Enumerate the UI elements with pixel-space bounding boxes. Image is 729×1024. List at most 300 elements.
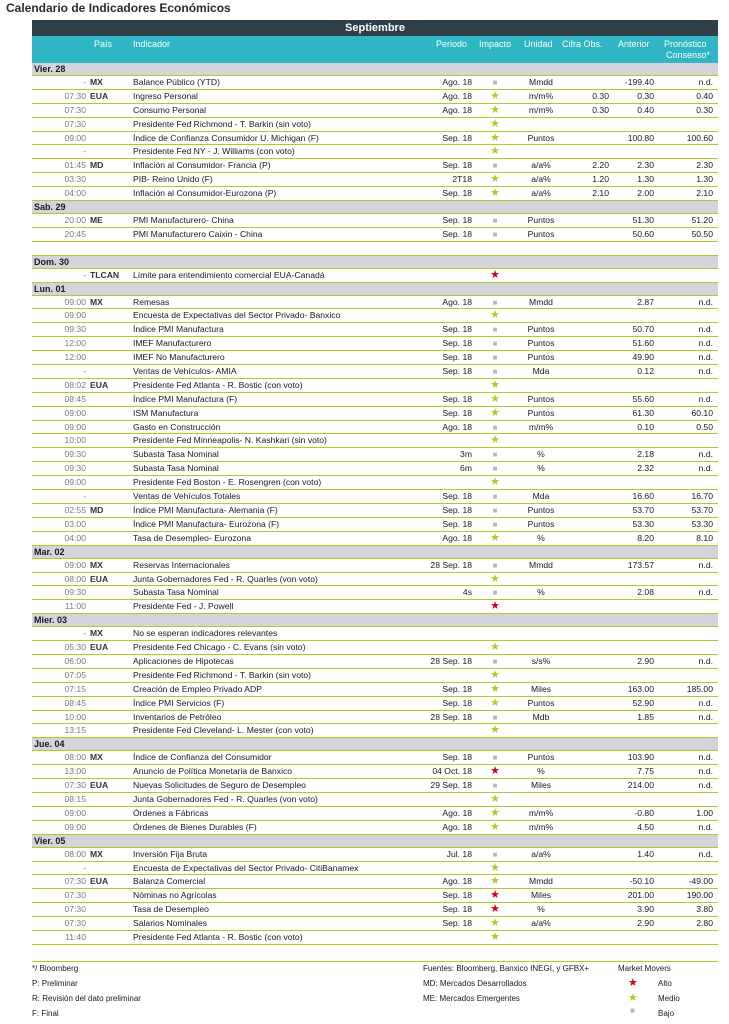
table-row bbox=[32, 532, 718, 546]
unit-cell: a/a% bbox=[531, 174, 551, 185]
table-row bbox=[32, 365, 718, 379]
square-gray-icon: ■ bbox=[492, 367, 498, 377]
time-cell: - bbox=[83, 366, 86, 377]
indicator-cell: Anuncio de Política Monetaria de Banxico bbox=[133, 766, 293, 777]
unit-cell: Puntos bbox=[527, 338, 555, 349]
period-cell: Ago. 18 bbox=[442, 421, 472, 432]
indicator-cell: Órdenes de Bienes Durables (F) bbox=[133, 821, 257, 832]
time-cell: 09:30 bbox=[64, 324, 86, 335]
market-movers-title: Market Movers bbox=[618, 964, 671, 973]
consensus-cell: n.d. bbox=[698, 77, 713, 87]
table-row bbox=[32, 889, 718, 903]
time-cell: - bbox=[83, 77, 86, 87]
star-green-icon: ★ bbox=[490, 187, 500, 200]
period-cell: Sep. 18 bbox=[442, 890, 472, 901]
day-header: Jue. 04 bbox=[32, 738, 718, 751]
indicator-cell: Tasa de Desempleo- Eurozona bbox=[133, 532, 251, 543]
time-cell: - bbox=[83, 146, 86, 157]
table-row bbox=[32, 421, 718, 435]
square-gray-icon: ■ bbox=[630, 1006, 635, 1015]
consensus-cell: 185.00 bbox=[686, 683, 713, 694]
table-row bbox=[32, 214, 718, 228]
unit-cell: Puntos bbox=[527, 752, 555, 763]
period-cell: Sep. 18 bbox=[442, 407, 472, 418]
time-cell: - bbox=[83, 862, 86, 873]
unit-cell: m/m% bbox=[528, 104, 554, 115]
time-cell: 03:00 bbox=[64, 518, 86, 529]
unit-cell: Mdb bbox=[532, 711, 550, 722]
square-gray-icon: ■ bbox=[492, 492, 498, 502]
star-red-icon: ★ bbox=[628, 977, 638, 989]
time-cell: 10:00 bbox=[64, 711, 86, 722]
indicator-cell: Inversión Fija Bruta bbox=[133, 848, 208, 859]
period-cell: Ago. 18 bbox=[442, 90, 472, 101]
consensus-cell: n.d. bbox=[698, 780, 713, 791]
table-row bbox=[32, 724, 718, 738]
consensus-cell: n.d. bbox=[698, 393, 713, 404]
indicator-cell: Presidente Fed Minneapolis- N. Kashkari (sin voto) bbox=[133, 435, 327, 446]
previous-cell: 2.18 bbox=[637, 449, 654, 460]
square-gray-icon: ■ bbox=[492, 353, 498, 363]
time-cell: 03:30 bbox=[64, 174, 86, 185]
previous-cell: 53.70 bbox=[632, 504, 654, 515]
previous-cell: -0.80 bbox=[634, 807, 654, 818]
unit-cell: Puntos bbox=[527, 518, 555, 529]
previous-cell: 51.60 bbox=[632, 338, 654, 349]
indicator-cell: Subasta Tasa Nominal bbox=[133, 587, 219, 598]
time-cell: 11:40 bbox=[65, 931, 86, 942]
consensus-cell: n.d. bbox=[698, 366, 713, 377]
previous-cell: 51.30 bbox=[632, 215, 654, 226]
table-row bbox=[32, 90, 718, 104]
indicator-cell: Junta Gobernadores Fed - R. Quarles (von voto) bbox=[133, 573, 318, 584]
country-cell: EUA bbox=[90, 90, 109, 101]
consensus-cell: 0.30 bbox=[696, 104, 713, 115]
star-green-icon: ★ bbox=[490, 378, 500, 391]
table-row bbox=[32, 848, 718, 862]
table-row bbox=[32, 862, 718, 876]
previous-cell: 103.90 bbox=[627, 752, 654, 763]
unit-cell: m/m% bbox=[528, 421, 554, 432]
previous-cell: 53.30 bbox=[632, 518, 654, 529]
consensus-cell: 53.70 bbox=[691, 504, 713, 515]
table-row bbox=[32, 296, 718, 310]
previous-cell: 163.00 bbox=[627, 683, 654, 694]
unit-cell: Mmdd bbox=[529, 559, 553, 570]
period-cell: Sep. 18 bbox=[442, 904, 472, 915]
time-cell: - bbox=[83, 628, 86, 639]
country-cell: TLCAN bbox=[90, 269, 120, 280]
consensus-cell: 50.50 bbox=[691, 228, 713, 239]
legend-medio: Medio bbox=[658, 994, 680, 1003]
time-cell: 09:00 bbox=[64, 407, 86, 418]
time-cell: 09:00 bbox=[64, 477, 86, 488]
calendar-table bbox=[32, 20, 718, 945]
indicator-cell: Encuesta de Expectativas del Sector Privado- Banxico bbox=[133, 310, 341, 321]
indicator-cell: Índice PMI Manufactura- Alemania (F) bbox=[133, 504, 278, 515]
table-row bbox=[32, 573, 718, 587]
time-cell: 07:30 bbox=[64, 918, 86, 929]
star-green-icon: ★ bbox=[490, 724, 500, 737]
star-green-icon: ★ bbox=[490, 806, 500, 819]
previous-cell: 55.60 bbox=[632, 393, 654, 404]
previous-cell: 173.57 bbox=[627, 559, 654, 570]
indicator-cell: Presidente Fed Richmond - T. Barkin (sin voto) bbox=[133, 669, 311, 680]
indicator-cell: Aplicaciones de Hipotecas bbox=[133, 655, 234, 666]
period-cell: Sep. 18 bbox=[442, 697, 472, 708]
star-green-icon: ★ bbox=[490, 641, 500, 654]
indicator-cell: PMI Manufacturero Caixin - China bbox=[133, 228, 263, 239]
period-cell: Sep. 18 bbox=[442, 366, 472, 377]
country-cell: EUA bbox=[90, 379, 109, 390]
square-gray-icon: ■ bbox=[492, 464, 498, 474]
page-title: Calendario de Indicadores Económicos bbox=[6, 1, 231, 15]
table-row bbox=[32, 490, 718, 504]
indicator-cell: Ingreso Personal bbox=[133, 90, 198, 101]
indicator-cell: Subasta Tasa Nominal bbox=[133, 463, 219, 474]
footer bbox=[32, 964, 718, 1022]
star-red-icon: ★ bbox=[490, 889, 500, 902]
footer-rule bbox=[32, 961, 718, 962]
country-cell: EUA bbox=[90, 642, 109, 653]
country-cell: MX bbox=[90, 77, 103, 87]
table-row bbox=[32, 821, 718, 835]
indicator-cell: Órdenes a Fábricas bbox=[133, 807, 209, 818]
star-green-icon: ★ bbox=[490, 89, 500, 102]
time-cell: 10:00 bbox=[64, 435, 86, 446]
period-cell: 3m bbox=[460, 449, 472, 460]
time-cell: 02:55 bbox=[64, 504, 86, 515]
time-cell: 07:30 bbox=[64, 118, 86, 129]
period-cell: 28 Sep. 18 bbox=[430, 711, 472, 722]
period-cell: Ago. 18 bbox=[442, 104, 472, 115]
table-row bbox=[32, 434, 718, 448]
note-preliminar: P: Preliminar bbox=[32, 979, 78, 988]
time-cell: 08:15 bbox=[64, 793, 86, 804]
country-cell: MX bbox=[90, 559, 103, 570]
indicator-cell: Ventas de Vehículos- AMIA bbox=[133, 366, 237, 377]
indicator-cell: Tasa de Desempleo bbox=[133, 904, 209, 915]
unit-cell: % bbox=[537, 463, 545, 474]
indicator-cell: Índice PMI Servicios (F) bbox=[133, 697, 225, 708]
period-cell: Sep. 18 bbox=[442, 683, 472, 694]
time-cell: 12:00 bbox=[64, 352, 86, 363]
consensus-cell: n.d. bbox=[698, 587, 713, 598]
consensus-cell: n.d. bbox=[698, 352, 713, 363]
observed-cell: 2.10 bbox=[592, 188, 609, 199]
period-cell: Sep. 18 bbox=[442, 132, 472, 143]
star-green-icon: ★ bbox=[490, 572, 500, 585]
previous-cell: 1.40 bbox=[637, 848, 654, 859]
star-green-icon: ★ bbox=[490, 103, 500, 116]
consensus-cell: n.d. bbox=[698, 752, 713, 763]
unit-cell: Mda bbox=[532, 491, 550, 502]
unit-cell: Miles bbox=[530, 780, 552, 791]
sources: Fuentes: Bloomberg, Banxico INEGI, y GFBX+ bbox=[423, 964, 590, 973]
table-row bbox=[32, 627, 718, 641]
star-green-icon: ★ bbox=[490, 406, 500, 419]
unit-cell: % bbox=[537, 766, 545, 777]
indicator-cell: IMEF Manufacturero bbox=[133, 338, 212, 349]
consensus-cell: n.d. bbox=[698, 655, 713, 666]
consensus-cell: 1.00 bbox=[696, 807, 713, 818]
day-header: Dom. 30 bbox=[32, 256, 718, 269]
table-row bbox=[32, 145, 718, 159]
unit-cell: Puntos bbox=[527, 697, 555, 708]
indicator-cell: Límite para entendimiento comercial EUA-Canadá bbox=[133, 269, 325, 280]
square-gray-icon: ■ bbox=[492, 339, 498, 349]
unit-cell: Puntos bbox=[527, 228, 555, 239]
star-green-icon: ★ bbox=[490, 131, 500, 144]
unit-cell: Puntos bbox=[527, 393, 555, 404]
consensus-cell: n.d. bbox=[698, 697, 713, 708]
period-cell: Sep. 18 bbox=[442, 518, 472, 529]
consensus-cell: 190.00 bbox=[686, 890, 713, 901]
table-row bbox=[32, 242, 718, 256]
day-header: Vier. 05 bbox=[32, 835, 718, 848]
unit-cell: % bbox=[537, 587, 545, 598]
period-cell: 04 Oct. 18 bbox=[432, 766, 472, 777]
period-cell: 2T18 bbox=[452, 174, 472, 185]
unit-cell: a/a% bbox=[531, 160, 551, 171]
previous-cell: 2.90 bbox=[637, 918, 654, 929]
unit-cell: Mmdd bbox=[529, 876, 553, 887]
indicator-cell: Ventas de Vehículos Totales bbox=[133, 491, 241, 502]
previous-cell: 8.20 bbox=[637, 532, 654, 543]
time-cell: 07:30 bbox=[64, 90, 86, 101]
table-row bbox=[32, 393, 718, 407]
indicator-cell: Consumo Personal bbox=[133, 104, 207, 115]
table-row bbox=[32, 76, 718, 90]
star-green-icon: ★ bbox=[490, 309, 500, 322]
observed-cell: 0.30 bbox=[592, 104, 609, 115]
indicator-cell: Balance Público (YTD) bbox=[133, 77, 220, 87]
indicator-cell: Encuesta de Expectativas del Sector Privado- CitiBanamex bbox=[133, 862, 359, 873]
star-green-icon: ★ bbox=[490, 696, 500, 709]
consensus-cell: -49.00 bbox=[688, 876, 713, 887]
indicator-cell: Presidente Fed Richmond - T. Barkin (sin voto) bbox=[133, 118, 311, 129]
square-gray-icon: ■ bbox=[492, 505, 498, 515]
table-row bbox=[32, 118, 718, 132]
observed-cell: 0.30 bbox=[592, 90, 609, 101]
table-row bbox=[32, 448, 718, 462]
consensus-cell: n.d. bbox=[698, 449, 713, 460]
table-row bbox=[32, 669, 718, 683]
unit-cell: Puntos bbox=[527, 407, 555, 418]
period-cell: Sep. 18 bbox=[442, 352, 472, 363]
unit-cell: Puntos bbox=[527, 215, 555, 226]
table-row bbox=[32, 337, 718, 351]
indicator-cell: Índice de Confianza Consumidor U. Michigan (F) bbox=[133, 132, 319, 143]
unit-cell: s/s% bbox=[531, 655, 551, 666]
table-row bbox=[32, 159, 718, 173]
star-green-icon: ★ bbox=[490, 875, 500, 888]
country-cell: MD bbox=[90, 160, 104, 171]
period-cell: Sep. 18 bbox=[442, 752, 472, 763]
col-impacto: Impacto bbox=[479, 39, 512, 49]
previous-cell: -199.40 bbox=[624, 77, 654, 87]
indicator-cell: Nuevas Solicitudes de Seguro de Desempleo bbox=[133, 780, 306, 791]
consensus-cell: 2.10 bbox=[696, 188, 713, 199]
period-cell: Sep. 18 bbox=[442, 504, 472, 515]
previous-cell: 61.30 bbox=[632, 407, 654, 418]
table-row bbox=[32, 765, 718, 779]
previous-cell: -50.10 bbox=[629, 876, 654, 887]
previous-cell: 1.30 bbox=[637, 174, 654, 185]
note-revision: R: Revisión del dato preliminar bbox=[32, 994, 141, 1003]
col-unidad: Unidad bbox=[524, 39, 553, 49]
table-row bbox=[32, 903, 718, 917]
time-cell: 07:30 bbox=[64, 780, 86, 791]
day-header: Mar. 02 bbox=[32, 546, 718, 559]
indicator-cell: Creación de Empleo Privado ADP bbox=[133, 683, 262, 694]
table-row bbox=[32, 655, 718, 669]
day-header: Lun. 01 bbox=[32, 283, 718, 296]
indicator-cell: Presidente Fed Cleveland- L. Mester (con voto) bbox=[133, 725, 314, 736]
previous-cell: 2.30 bbox=[637, 160, 654, 171]
indicator-cell: Presidente Fed Boston - E. Rosengren (con voto) bbox=[133, 477, 322, 488]
previous-cell: 50.60 bbox=[632, 228, 654, 239]
previous-cell: 4.50 bbox=[637, 821, 654, 832]
square-gray-icon: ■ bbox=[492, 450, 498, 460]
time-cell: 11:00 bbox=[65, 601, 86, 612]
indicator-cell: Subasta Tasa Nominal bbox=[133, 449, 219, 460]
table-row bbox=[32, 559, 718, 573]
me-legend: ME: Mercados Emergentes bbox=[423, 994, 520, 1003]
consensus-cell: n.d. bbox=[698, 338, 713, 349]
star-red-icon: ★ bbox=[490, 268, 500, 281]
table-row bbox=[32, 807, 718, 821]
star-green-icon: ★ bbox=[490, 861, 500, 874]
indicator-cell: Salarios Nominales bbox=[133, 918, 208, 929]
indicator-cell: Remesas bbox=[133, 296, 170, 307]
unit-cell: % bbox=[537, 532, 545, 543]
table-row bbox=[32, 711, 718, 725]
col-periodo: Periodo bbox=[436, 39, 468, 49]
col-consenso: Consenso* bbox=[666, 50, 711, 60]
time-cell: 08:45 bbox=[64, 393, 86, 404]
table-row bbox=[32, 104, 718, 118]
consensus-cell: 2.30 bbox=[696, 160, 713, 171]
table-row bbox=[32, 407, 718, 421]
indicator-cell: Junta Gobernadores Fed - R. Quarles (von voto) bbox=[133, 793, 318, 804]
indicator-cell: Presidente Fed NY - J. Williams (con voto) bbox=[133, 146, 295, 157]
period-cell: Sep. 18 bbox=[442, 338, 472, 349]
calendar-body bbox=[32, 63, 718, 945]
period-cell: Sep. 18 bbox=[442, 160, 472, 171]
col-indicador: Indicador bbox=[133, 39, 171, 49]
time-cell: 09:00 bbox=[64, 132, 86, 143]
square-gray-icon: ■ bbox=[492, 781, 498, 791]
unit-cell: a/a% bbox=[531, 848, 551, 859]
previous-cell: 2.87 bbox=[637, 296, 654, 307]
unit-cell: Miles bbox=[530, 890, 552, 901]
indicator-cell: Inflación al Consumidor- Francia (P) bbox=[133, 160, 271, 171]
previous-cell: 0.30 bbox=[637, 90, 654, 101]
star-green-icon: ★ bbox=[490, 117, 500, 130]
previous-cell: 16.60 bbox=[632, 491, 654, 502]
time-cell: 09:00 bbox=[64, 807, 86, 818]
table-row bbox=[32, 187, 718, 201]
day-header: Vier. 28 bbox=[32, 63, 718, 76]
time-cell: - bbox=[83, 269, 86, 280]
table-row bbox=[32, 476, 718, 490]
consensus-cell: n.d. bbox=[698, 296, 713, 307]
square-gray-icon: ■ bbox=[492, 849, 498, 859]
table-row bbox=[32, 697, 718, 711]
note-bloomberg: */ Bloomberg bbox=[32, 964, 79, 973]
previous-cell: 3.90 bbox=[637, 904, 654, 915]
country-cell: EUA bbox=[90, 573, 109, 584]
consensus-cell: n.d. bbox=[698, 324, 713, 335]
period-cell: Ago. 18 bbox=[442, 532, 472, 543]
previous-cell: 2.00 bbox=[637, 188, 654, 199]
col-cifra-obs: Cifra Obs. bbox=[562, 39, 603, 49]
period-cell: Ago. 18 bbox=[442, 821, 472, 832]
square-gray-icon: ■ bbox=[492, 560, 498, 570]
star-red-icon: ★ bbox=[490, 903, 500, 916]
unit-cell: m/m% bbox=[528, 90, 554, 101]
square-gray-icon: ■ bbox=[492, 753, 498, 763]
period-cell: Jul. 18 bbox=[446, 848, 472, 859]
square-gray-icon: ■ bbox=[492, 422, 498, 432]
table-row bbox=[32, 779, 718, 793]
consensus-cell: n.d. bbox=[698, 821, 713, 832]
unit-cell: m/m% bbox=[528, 807, 554, 818]
star-green-icon: ★ bbox=[490, 173, 500, 186]
period-cell: 6m bbox=[460, 463, 472, 474]
time-cell: 20:00 bbox=[64, 215, 86, 226]
time-cell: 08:45 bbox=[64, 697, 86, 708]
country-cell: MD bbox=[90, 504, 104, 515]
table-row bbox=[32, 600, 718, 614]
star-green-icon: ★ bbox=[490, 820, 500, 833]
indicator-cell: Balanza Comercial bbox=[133, 876, 206, 887]
observed-cell: 2.20 bbox=[592, 160, 609, 171]
star-green-icon: ★ bbox=[490, 392, 500, 405]
unit-cell: Puntos bbox=[527, 352, 555, 363]
time-cell: 05:30 bbox=[64, 642, 86, 653]
country-cell: MX bbox=[90, 848, 103, 859]
indicator-cell: Presidente Fed Chicago - C. Evans (sin voto) bbox=[133, 642, 306, 653]
consensus-cell: 53.30 bbox=[691, 518, 713, 529]
star-green-icon: ★ bbox=[490, 930, 500, 943]
table-row bbox=[32, 323, 718, 337]
indicator-cell: Índice PMI Manufactura- Eurozona (F) bbox=[133, 518, 280, 529]
consensus-cell: 2.80 bbox=[696, 918, 713, 929]
time-cell: 04:00 bbox=[64, 532, 86, 543]
star-green-icon: ★ bbox=[490, 682, 500, 695]
star-red-icon: ★ bbox=[490, 600, 500, 613]
time-cell: 01:45 bbox=[64, 160, 86, 171]
period-cell: Ago. 18 bbox=[442, 807, 472, 818]
consensus-cell: n.d. bbox=[698, 559, 713, 570]
indicator-cell: Presidente Fed - J. Powell bbox=[133, 601, 234, 612]
square-gray-icon: ■ bbox=[492, 588, 498, 598]
time-cell: - bbox=[83, 491, 86, 502]
table-row bbox=[32, 793, 718, 807]
period-cell: Sep. 18 bbox=[442, 188, 472, 199]
indicator-cell: Presidente Fed Atlanta - R. Bostic (con voto) bbox=[133, 931, 303, 942]
consensus-cell: 3.80 bbox=[696, 904, 713, 915]
previous-cell: 52.90 bbox=[632, 697, 654, 708]
observed-cell: 1.20 bbox=[592, 174, 609, 185]
time-cell: 08:00 bbox=[64, 752, 86, 763]
previous-cell: 201.00 bbox=[627, 890, 654, 901]
consensus-cell: 100.60 bbox=[686, 132, 713, 143]
time-cell: 12:00 bbox=[64, 338, 86, 349]
table-row bbox=[32, 173, 718, 187]
